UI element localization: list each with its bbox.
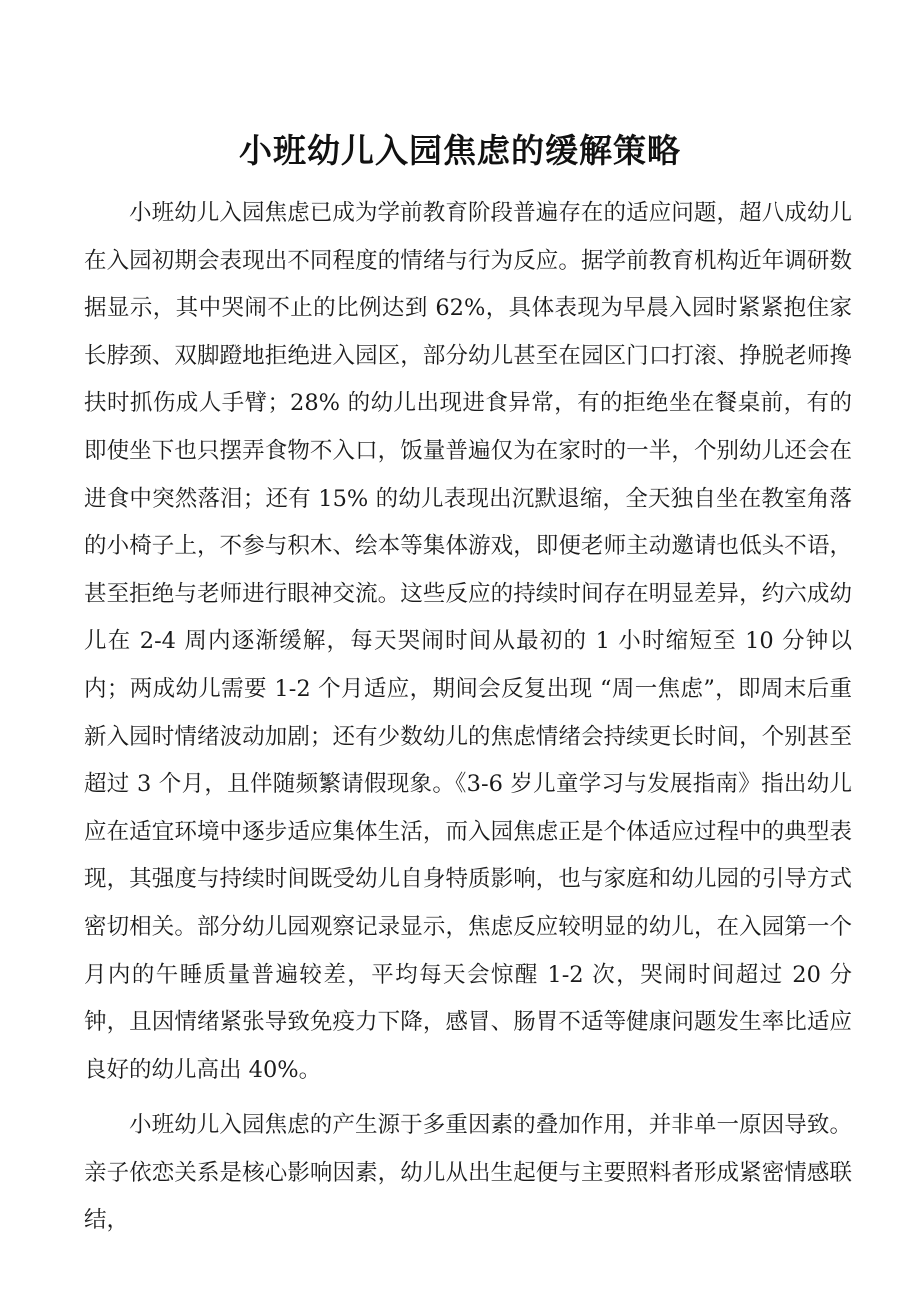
document-title: 小班幼儿入园焦虑的缓解策略 xyxy=(239,131,681,170)
document-body xyxy=(84,190,852,1245)
paragraph-2: 小班幼儿入园焦虑的产生源于多重因素的叠加作用，并非单一原因导致。亲子依恋关系是核心影响因素，幼儿从出生起便与主要照料者形成紧密情感联结， xyxy=(84,1112,852,1234)
paragraph-1: 小班幼儿入园焦虑已成为学前教育阶段普遍存在的适应问题，超八成幼儿在入园初期会表现出不同程度的情绪与行为反应。据学前教育机构近年调研数据显示，其中哭闹不止的比例达到 62%，具体表现为早晨入园时紧紧抱住家长脖颈、双脚蹬地拒绝进入园区，部分幼儿甚至在园区门口打滚、挣脱老师搀扶时抓伤成人手臂；28% 的幼儿出现进食异常，有的拒绝坐在餐桌前，有的即使坐下也只摆弄食物不入口，饭量普遍仅为在家时的一半，个别幼儿还会在进食中突然落泪；还有 15% 的幼儿表现出沉默退缩，全天独自坐在教室角落的小椅子上，不参与积木、绘本等集体游戏，即便老师主动邀请也低头不语，甚至拒绝与老师进行眼神交流。这些反应的持续时间存在明显差异，约六成幼儿在 2-4 周内逐渐缓解，每天哭闹时间从最初的 1 小时缩短至 10 分钟以内；两成幼儿需要 1-2 个月适应，期间会反复出现 “周一焦虑”，即周末后重新入园时情绪波动加剧；还有少数幼儿的焦虑情绪会持续更长时间，个别甚至超过 3 个月，且伴随频繁请假现象。《3-6 岁儿童学习与发展指南》指出幼儿应在适宜环境中逐步适应集体生活，而入园焦虑正是个体适应过程中的典型表现，其强度与持续时间既受幼儿自身特质影响，也与家庭和幼儿园的引导方式密切相关。部分幼儿园观察记录显示，焦虑反应较明显的幼儿，在入园第一个月内的午睡质量普遍较差，平均每天会惊醒 1-2 次，哭闹时间超过 20 分钟，且因情绪紧张导致免疫力下降，感冒、肠胃不适等健康问题发生率比适应良好的幼儿高出 40%。 xyxy=(84,200,852,1083)
